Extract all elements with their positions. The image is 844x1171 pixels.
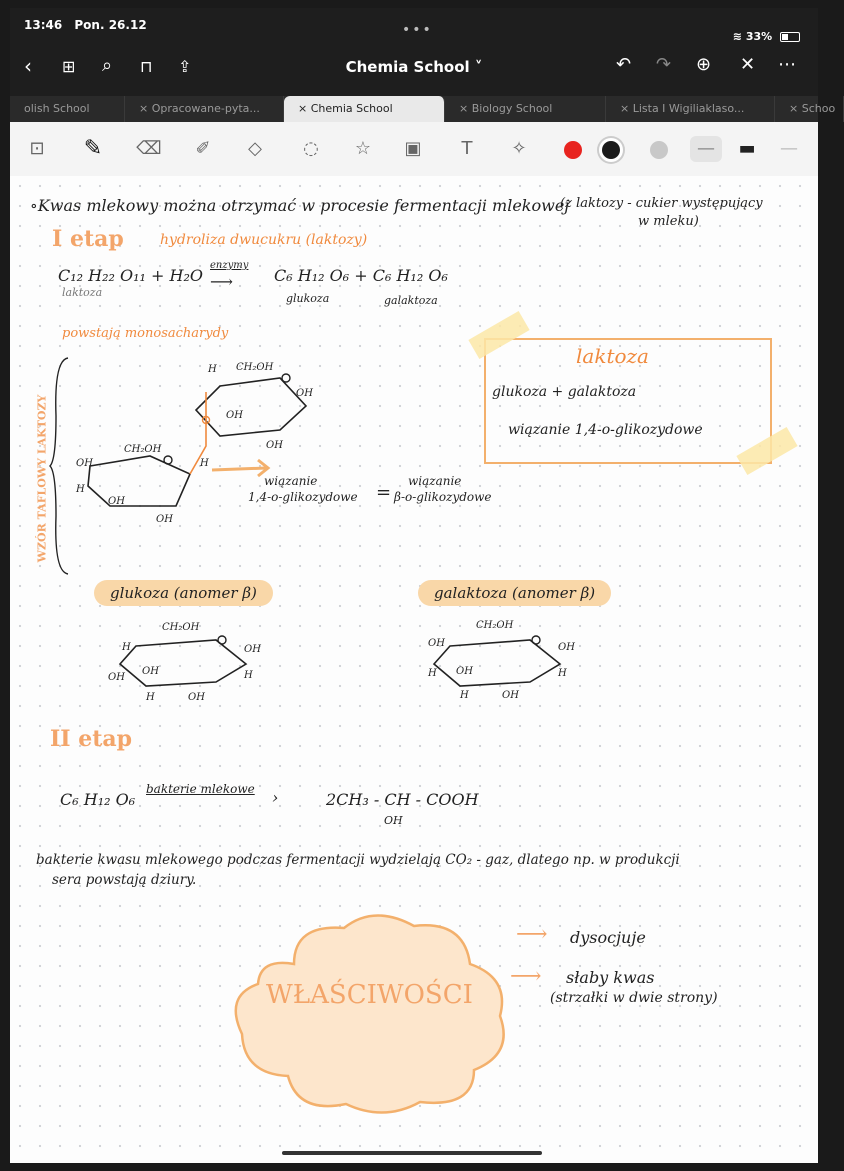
pen-icon[interactable]: ✎ (83, 136, 103, 161)
equation-1-left: C₁₂ H₂₂ O₁₁ + H₂O (58, 266, 204, 285)
stage-1-heading: I etap (52, 226, 124, 252)
bond-label-3: wiązanie (408, 474, 462, 488)
svg-text:H: H (244, 670, 253, 681)
equation-2-left: C₆ H₁₂ O₆ (60, 790, 136, 809)
glukoza-ring (106, 616, 266, 706)
thick-stroke-option[interactable]: — (780, 138, 798, 159)
bond-label-2: 1,4-o-glikozydowe (248, 490, 358, 504)
svg-text:H: H (208, 364, 217, 375)
app-window (10, 8, 836, 1163)
intro-paren: (z laktozy - cukier występujący (560, 196, 763, 211)
shapes-icon[interactable]: ◇ (248, 138, 262, 159)
svg-text:OH: OH (226, 410, 243, 421)
search-icon[interactable]: ⌕ (102, 55, 113, 76)
svg-text:OH: OH (428, 638, 445, 649)
bacteria-text-2: sera powstają dziury. (52, 872, 197, 888)
svg-text:H: H (76, 484, 85, 495)
svg-text:OH: OH (456, 666, 473, 677)
laser-pointer-icon[interactable]: ✧ (511, 138, 527, 159)
lactose-box-line-2: wiązanie 1,4-o-glikozydowe (508, 422, 703, 438)
ring-ch2oh-top: CH₂OH (236, 362, 274, 373)
battery-icon (780, 32, 800, 42)
medium-stroke-option[interactable]: ▬ (738, 138, 756, 159)
svg-text:CH₂OH: CH₂OH (476, 620, 514, 631)
equals-sign: = (376, 482, 392, 503)
bacteria-text-1: bakterie kwasu mlekowego podczas fermentacji wydzielają CO₂ - gaz, dlatego np. w produkcji (36, 852, 680, 868)
svg-text:OH: OH (502, 690, 519, 701)
grid-icon[interactable]: ⊞ (62, 57, 76, 76)
galaktoza-anomer-label: galaktoza (anomer β) (418, 580, 611, 606)
tab-chemia-school[interactable]: × Chemia School (284, 96, 445, 122)
svg-text:OH: OH (108, 672, 125, 683)
back-icon[interactable]: ‹ (24, 54, 32, 78)
multitask-dots[interactable]: ••• (402, 22, 433, 38)
svg-text:H: H (428, 668, 437, 679)
property-1: dysocjuje (570, 928, 646, 947)
svg-text:OH: OH (156, 514, 173, 525)
arrow-prop-1: ⟶ (516, 922, 548, 947)
label-galaktoza: galaktoza (384, 294, 438, 307)
tab-opracowane[interactable]: × Opracowane-pyta... (125, 96, 284, 122)
curly-brace (50, 356, 70, 576)
eraser-icon[interactable]: ⌫ (136, 138, 162, 159)
share-icon[interactable]: ⇪ (178, 57, 192, 76)
svg-text:H: H (146, 692, 155, 703)
svg-text:H: H (122, 642, 131, 653)
intro-paren-2: w mleku) (638, 214, 699, 229)
equation-2-oh: OH (384, 814, 403, 827)
side-label: WZÓR TAFLOWY LAKTOZY (35, 394, 49, 563)
tab-biology-school[interactable]: × Biology School (445, 96, 606, 122)
property-2: słaby kwas (566, 968, 655, 987)
status-bar (24, 18, 155, 32)
svg-text:OH: OH (188, 692, 205, 703)
add-page-icon[interactable]: ⊕ (696, 54, 712, 75)
property-2-note: (strzałki w dwie strony) (550, 990, 718, 1006)
svg-text:OH: OH (296, 388, 313, 399)
battery-percent: 33% (745, 30, 773, 43)
bond-label-4: β-o-glikozydowe (394, 490, 492, 504)
svg-text:OH: OH (266, 440, 283, 451)
equation-2-label: bakterie mlekowe (146, 782, 255, 796)
undo-icon[interactable]: ↶ (616, 54, 632, 75)
svg-text:OH: OH (142, 666, 159, 677)
stage-1-description: hydroliza dwucukru (laktozy) (160, 232, 368, 248)
label-glukoza: glukoza (286, 292, 330, 305)
drawing-toolbar (10, 122, 818, 177)
tab-english-school[interactable]: olish School (10, 96, 125, 122)
properties-title: WŁAŚCIWOŚCI (266, 980, 473, 1010)
svg-text:H: H (460, 690, 469, 701)
sticker-icon[interactable]: ☆ (354, 138, 372, 159)
battery-indicator (733, 30, 800, 43)
monosaccharides-note: powstają monosacharydy (62, 326, 229, 341)
glukoza-anomer-label: glukoza (anomer β) (94, 580, 273, 606)
text-icon[interactable]: T (461, 138, 473, 159)
properties-cloud (224, 904, 514, 1118)
close-icon[interactable]: ✕ (740, 54, 756, 75)
svg-text:OH: OH (76, 458, 93, 469)
color-red-swatch[interactable] (564, 141, 582, 159)
svg-text:OH: OH (244, 644, 261, 655)
arrow-prop-2: ⟶ (510, 964, 542, 989)
stage-2-heading: II etap (50, 726, 133, 752)
svg-text:H: H (558, 668, 567, 679)
lactose-box-line-1: glukoza + galaktoza (492, 384, 637, 400)
tab-school[interactable]: × Schoo (775, 96, 844, 122)
tab-lista[interactable]: × Lista I Wigiliaklaso... (606, 96, 775, 122)
color-gray-swatch[interactable] (650, 141, 668, 159)
arrow-icon: ⟶ (210, 272, 233, 291)
lactose-box-title: laktoza (576, 344, 649, 368)
status-time: 13:46 (24, 18, 63, 32)
equation-1-arrow-label: enzymy (210, 260, 249, 271)
document-title[interactable]: Chemia School ˅ (345, 58, 483, 76)
equation-2-right: 2CH₃ - CH - COOH (326, 790, 479, 809)
home-indicator[interactable] (282, 1151, 542, 1155)
svg-text:OH: OH (108, 496, 125, 507)
top-bar (10, 8, 818, 96)
lasso-icon[interactable]: ◌ (303, 138, 319, 159)
redo-icon[interactable]: ↷ (656, 54, 672, 75)
galaktoza-ring (420, 616, 580, 706)
bookmark-icon[interactable]: ⊓ (140, 57, 153, 76)
label-laktoza: laktoza (62, 286, 103, 299)
arrow-icon-2: › (272, 788, 279, 807)
note-canvas[interactable] (10, 176, 818, 1163)
tab-bar (10, 96, 836, 122)
bond-label-1: wiązanie (264, 474, 318, 488)
color-black-swatch[interactable] (602, 141, 620, 159)
status-date: Pon. 26.12 (74, 18, 147, 32)
thin-stroke-option[interactable]: — (690, 136, 722, 162)
svg-text:CH₂OH: CH₂OH (162, 622, 200, 633)
svg-text:CH₂OH: CH₂OH (124, 444, 162, 455)
highlighter-icon[interactable]: ✐ (195, 138, 211, 159)
svg-text:OH: OH (558, 642, 575, 653)
image-icon[interactable]: ▣ (404, 138, 422, 159)
intro-text: ∘Kwas mlekowy można otrzymać w procesie fermentacji mlekowej (30, 196, 570, 215)
lactose-structure (70, 356, 470, 556)
equation-1-right: C₆ H₁₂ O₆ + C₆ H₁₂ O₆ (274, 266, 448, 285)
wifi-icon: ≋ (732, 30, 746, 43)
lasso-zoom-icon[interactable]: ⊡ (29, 138, 45, 159)
more-icon[interactable]: ⋯ (778, 54, 796, 75)
svg-text:H: H (200, 458, 209, 469)
